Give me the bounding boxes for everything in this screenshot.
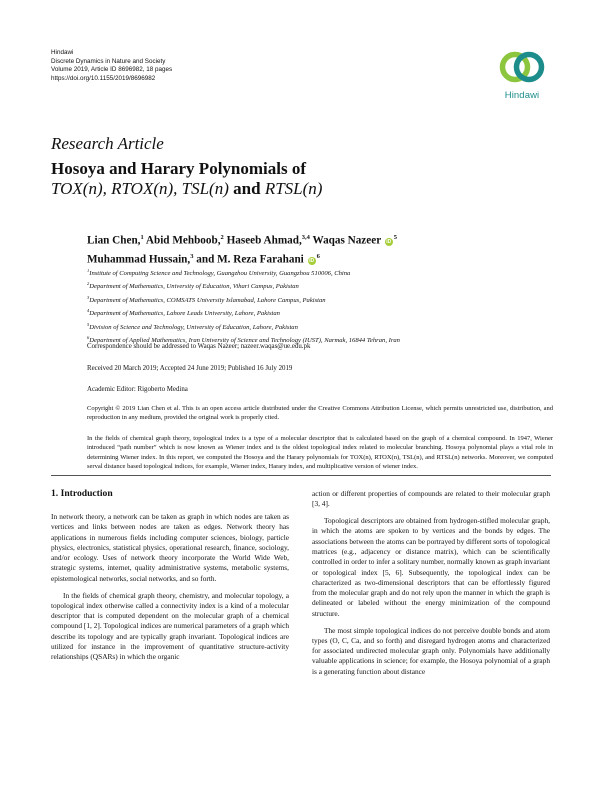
journal-volume: Volume 2019, Article ID 8696982, 18 pages <box>51 66 173 74</box>
body-column-right <box>312 489 550 677</box>
body-paragraph: In network theory, a network can be taken as graph in which nodes are taken as vertices and links between nodes are taken as edges. Network theory has applications in numerous fields including computer sciences, biology, particle physics, electronics, statistical physics, operational research, finance, sociology, and/or ecology. Uses of network theory incorporate the World Wide Web, strategic systems, internet, quality administrative systems, metabolic systems, epistemological networks, social networks, and so forth. <box>51 512 289 583</box>
body-paragraph: The most simple topological indices do not perceive double bonds and atom types (O, C, Ca, and so forth) and disregard hydrogen atoms and characterized for associated undirected molecular graph only. Polynomials have additionally valuable applications in science; for example, the Hosoya polynomial of a graph is a generating function about distance <box>312 625 550 676</box>
hindawi-logo <box>496 48 548 101</box>
affiliation <box>87 320 557 333</box>
affiliation-number: 5 <box>87 321 90 327</box>
author-affil-sup: 3 <box>190 253 194 261</box>
affiliation <box>87 279 557 292</box>
title-line-2 <box>51 179 322 199</box>
author-affil-sup: 1 <box>140 234 144 241</box>
affiliation-text: Department of Mathematics, University of Education, Vihari Campus, Pakistan <box>89 283 299 291</box>
author-name[interactable]: Haseeb Ahmad, <box>223 234 302 247</box>
affiliation-number: 4 <box>87 308 90 314</box>
title-and: and <box>228 179 265 198</box>
affiliation-text: Department of Mathematics, Lahore Leads University, Lahore, Pakistan <box>89 310 280 318</box>
author-name[interactable]: Waqas Nazeer <box>309 234 381 247</box>
orcid-icon[interactable]: iD <box>309 257 315 264</box>
abstract <box>87 434 553 471</box>
body-paragraph: In the fields of chemical graph theory, chemistry, and molecular topology, a topological index otherwise called a connectivity index is a kind of a molecular descriptor that is computed dependent on the molecular graph of a chemical compound [1, 2]. Topological indices are numerical parameters of a graph which describe its topology and are typically graph invariant. Topological indices are utilized for instance in the improvement of quantitative structure-activity relationships (QSARs) in which the organic <box>51 590 289 662</box>
orcid-icon[interactable]: iD <box>386 238 392 245</box>
author-name[interactable]: Muhammad Hussain, <box>87 253 191 266</box>
affiliation-text: Department of Mathematics, COMSATS University Islamabad, Lahore Campus, Pakistan <box>89 297 326 305</box>
abstract-text: In the fields of chemical graph theory, topological index is a type of a molecular descriptor that is calculated based on the graph of a chemical compound. In 1947, Wiener introduced “path number” which is now known as Wiener index and is the oldest topological index related to molecular branching. Hosoya polynomial plays a vital role in determining Wiener index. In this report, we computed the Hosoya and the Harary polynomials for TOX(n), RTOX(n), TSL(n), and RTSL(n) networks. Moreover, we computed serval distance based topological indices, for example, Wiener index, Harary index, and multiplicative version of wiener index. <box>87 435 553 470</box>
academic-editor: Academic Editor: Rigoberto Medina <box>87 386 188 393</box>
paper-title <box>51 159 322 199</box>
article-type: Research Article <box>51 134 164 153</box>
affiliation-text: Department of Applied Mathematics, Iran University of Science and Technology (IUST), Narmak, 16844 Tehran, Iran <box>89 337 400 345</box>
affiliation-text: Institute of Computing Science and Technology, Guangzhou University, Guangzhou 510006, China <box>89 270 351 278</box>
affiliation-text: Division of Science and Technology, University of Education, Lahore, Pakistan <box>89 324 298 332</box>
title-networks: TOX(n), RTOX(n), TSL(n) <box>51 179 229 198</box>
copyright-notice <box>87 404 553 423</box>
title-rtsl: RTSL(n) <box>264 179 323 198</box>
hindawi-logo-icon <box>498 48 546 86</box>
journal-name: Discrete Dynamics in Nature and Society <box>51 57 166 65</box>
body-paragraph: Topological descriptors are obtained from hydrogen-stifled molecular graph, in which the atoms are spoken to by vertices and the bonds by edges. The associations between the atoms can be portrayed by different sorts of topological matrices (e.g., adjacency or distance matrix), which can be scientifically controlled in order to infer a solitary number, normally known as graph invariant or topological index [5, 6]. Subsequently, the topological index can be characterized as two-dimensional descriptors that can be effortlessly figured from the molecular graph and do not rely upon the manner in which the graph is delineated or labeled without the energy minimization of the compound structure. <box>312 516 550 618</box>
author-name[interactable]: Abid Mehboob, <box>143 234 221 247</box>
title-line-1: Hosoya and Harary Polynomials of <box>51 159 307 178</box>
hindawi-logo-text: Hindawi <box>504 90 540 101</box>
section-heading: 1. Introduction <box>51 488 113 499</box>
journal-info <box>51 49 172 83</box>
author-name[interactable]: Lian Chen, <box>87 234 141 247</box>
author-affil-sup: 3,4 <box>301 234 310 241</box>
affiliation <box>87 266 557 279</box>
journal-doi[interactable]: https://doi.org/10.1155/2019/8696982 <box>51 74 156 82</box>
affiliation-number: 3 <box>87 294 90 300</box>
author-name[interactable]: and M. Reza Farahani <box>193 253 304 266</box>
author-list <box>87 230 557 268</box>
author-affil-sup: 2 <box>220 234 224 241</box>
affiliation <box>87 306 557 319</box>
affiliation-number: 6 <box>87 335 90 341</box>
author-affil-sup: 5 <box>393 234 398 241</box>
section-divider <box>51 475 551 476</box>
author-affil-sup: 6 <box>316 253 320 261</box>
affiliation-list <box>87 266 557 347</box>
body-column-left <box>51 488 289 663</box>
affiliation <box>87 293 557 306</box>
correspondence: Correspondence should be addressed to Waqas Nazeer; nazeer.waqas@ue.edu.pk <box>87 343 311 350</box>
body-paragraph: action or different properties of compounds are related to their molecular graph [3, 4]. <box>312 489 550 509</box>
affiliation-number: 2 <box>87 281 90 287</box>
publisher-name: Hindawi <box>51 49 74 56</box>
publication-dates: Received 20 March 2019; Accepted 24 June 2019; Published 16 July 2019 <box>87 365 293 372</box>
affiliation-number: 1 <box>87 268 90 273</box>
copyright-text: Copyright © 2019 Lian Chen et al. This is an open access article distributed under the Creative Commons Attribution License, which permits unrestricted use, distribution, and reproduction in any medium, provided the original work is properly cited. <box>87 405 553 422</box>
